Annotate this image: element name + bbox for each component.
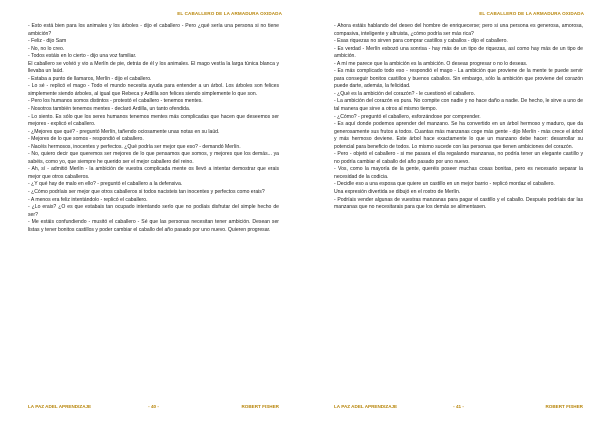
running-header: EL CABALLERO DE LA ARMADURA OXIDADA: [177, 11, 282, 16]
footer-author: ROBERT FISHER: [545, 404, 583, 409]
paragraph: - Ah, sí - admitió Merlín - la ambición de vuestra complicada mente os llevó a intentar demostrar que erais mejor que otros caballeros.: [28, 166, 279, 180]
paragraph: - Mejores de lo que somos - respondió el caballero.: [28, 136, 144, 143]
footer-author: ROBERT FISHER: [241, 404, 279, 409]
paragraph: - Nacéis hermosos, inocentes y perfectos. ¿Qué podría ser mejor que eso? - demandó Merlín.: [28, 143, 241, 150]
paragraph: - Podríais vender algunas de vuestras manzanas para pagar el castillo y el caballo. Después podríais dar las manzanas que no necesitarais para que los demás se alimentasen.: [334, 196, 583, 211]
paragraph: - Es más complicado todo eso - respondió el mago - La ambición que proviene de la mente te puede servir para conseguir bonitos castillos y buenos caballos. Sin embargo, sólo la ambición que proviene del corazón puede darte, además, la felicidad.: [334, 68, 583, 90]
paragraph: - A menos era feliz intentándolo - replicó el caballero.: [28, 196, 148, 203]
paragraph: - ¿Mejores que qué? - preguntó Merlín, tañendo ociosamente unas notas en su laúd.: [28, 128, 220, 135]
paragraph: Una expresión divertida se dibujó en el rostro de Merlín.: [334, 189, 461, 196]
paragraph: - ¿Cómo podríais ser mejor que otros caballeros si todos nacisteis tan inocentes y perfectos como erais?: [28, 189, 265, 196]
paragraph: - Estaba a punto de llamaros, Merlín - dijo el caballero.: [28, 75, 152, 82]
footer-series: LA PAZ ADEL APRENDIZAJE: [28, 404, 92, 409]
paragraph: - Vos, como la mayoría de la gente, queréis poseer muchas cosas bonitas, pero es necesario separar la necesidad de la codicia.: [334, 166, 583, 180]
paragraph: - Pero - objetó el caballero - si me pasara el día regalando manzanas, no podría tener un elegante castillo y no podría cambiar el caballo del año pasado por uno nuevo.: [334, 151, 583, 165]
paragraph: - Esto está bien para los animales y los árboles - dijo el caballero - Pero ¿qué sería una persona si no tiene ambición?: [28, 23, 279, 37]
page-footer: [334, 404, 583, 412]
running-header: EL CABALLERO DE LA ARMADURA OXIDADA: [479, 11, 584, 16]
page-footer: [28, 404, 279, 412]
paragraph: - Feliz - dijo Sam: [28, 38, 67, 45]
page-number: - 40 -: [148, 404, 159, 409]
paragraph: - Esas riquezas no sirven para comprar castillos y caballos - dijo el caballero.: [334, 38, 508, 45]
body-text: [28, 23, 279, 234]
paragraph: - No, no lo creo.: [28, 45, 65, 52]
paragraph: - Ahora estáis hablando del deseo del hombre de enriquecerse; pero si una persona es generosa, amorosa, compasiva, inteligente y altruista, ¿cómo podría ser más rica?: [334, 23, 583, 37]
paragraph: - Es verdad - Merlín esbozó una sonrisa - hay más de un tipo de riquezas, así como hay más de un tipo de ambición.: [334, 45, 583, 60]
paragraph: - Lo sé - replicó el mago - Todo el mundo necesita ayuda para entender a un árbol. Los árboles son felices simplemente siendo árboles, al igual que Rebeca y Ardilla son felices siendo simplemente lo que son.: [28, 83, 279, 97]
paragraph: - La ambición del corazón es pura. No compite con nadie y no hace daño a nadie. De hecho, le sirve a uno de tal manera que sirve a otros al mismo tiempo.: [334, 98, 583, 113]
body-text: [334, 23, 583, 212]
footer-series: LA PAZ ADEL APRENDIZAJE: [334, 404, 398, 409]
paragraph: - Pero los humanos somos distintos - protestó el caballero - tenemos mentes.: [28, 98, 203, 105]
paragraph: - ¿Y qué hay de malo en ello? - preguntó el caballero a la defensiva.: [28, 181, 183, 188]
paragraph: - ¿Lo erais? ¿O es que estabais tan ocupado intentando serlo que no podíais disfrutar del simple hecho de ser?: [28, 204, 279, 218]
right-page: [300, 0, 600, 424]
paragraph: - No, quiero decir que queremos ser mejores de lo que pensamos que somos, y mejores que los demás... ya sabéis, como yo, que siempre he querido ser el mejor caballero del reino.: [28, 151, 279, 165]
paragraph: - ¿Cómo? - preguntó el caballero, esforzándose por comprender.: [334, 113, 481, 120]
page-number: - 41 -: [453, 404, 464, 409]
paragraph: - Nosotros también tenemos mentes - declaró Ardilla, un tanto ofendida.: [28, 106, 191, 113]
paragraph: - Todos estáis en lo cierto - dijo una voz familiar.: [28, 53, 137, 60]
paragraph: El caballero se volvió y vio a Merlín de pie, detrás de él y los animales. El mago vestía la larga túnica blanca y llevaba un laúd.: [28, 60, 279, 75]
paragraph: - Lo siento. Es sólo que los seres humanos tenemos mentes más complicadas que hacen que deseemos ser mejores - explicó el caballero.: [28, 113, 279, 128]
paragraph: - Decidle eso a una esposa que quiere un castillo en un mejor barrio - replicó mordaz el caballero.: [334, 181, 555, 188]
paragraph: - Es aquí donde podemos aprender del manzano. Se ha convertido en un árbol hermoso y maduro, que da generosamente sus frutos a todos. Cuantas más manzanas coge más gente - dijo Merlín - más crece el árbol y más hermoso deviene. Este árbol hace exactamente lo que un manzano debe hacer: desarrollar su potencial para beneficio de todos. Lo mismo sucede con las personas que tienen ambiciones del corazón.: [334, 121, 583, 150]
paragraph: - A mí me parece que la ambición es la ambición. O deseas progresar o no lo deseas.: [334, 60, 528, 67]
paragraph: - Me estáis confundiendo - musitó el caballero - Sé que las personas necesitan tener ambición. Desean ser listas y tener bonitos castillos y poder cambiar el caballo del año pasado por uno nuevo. Quieren progresar.: [28, 219, 279, 233]
paragraph: - ¿Qué es la ambición del corazón? - le cuestionó el caballero.: [334, 90, 476, 97]
